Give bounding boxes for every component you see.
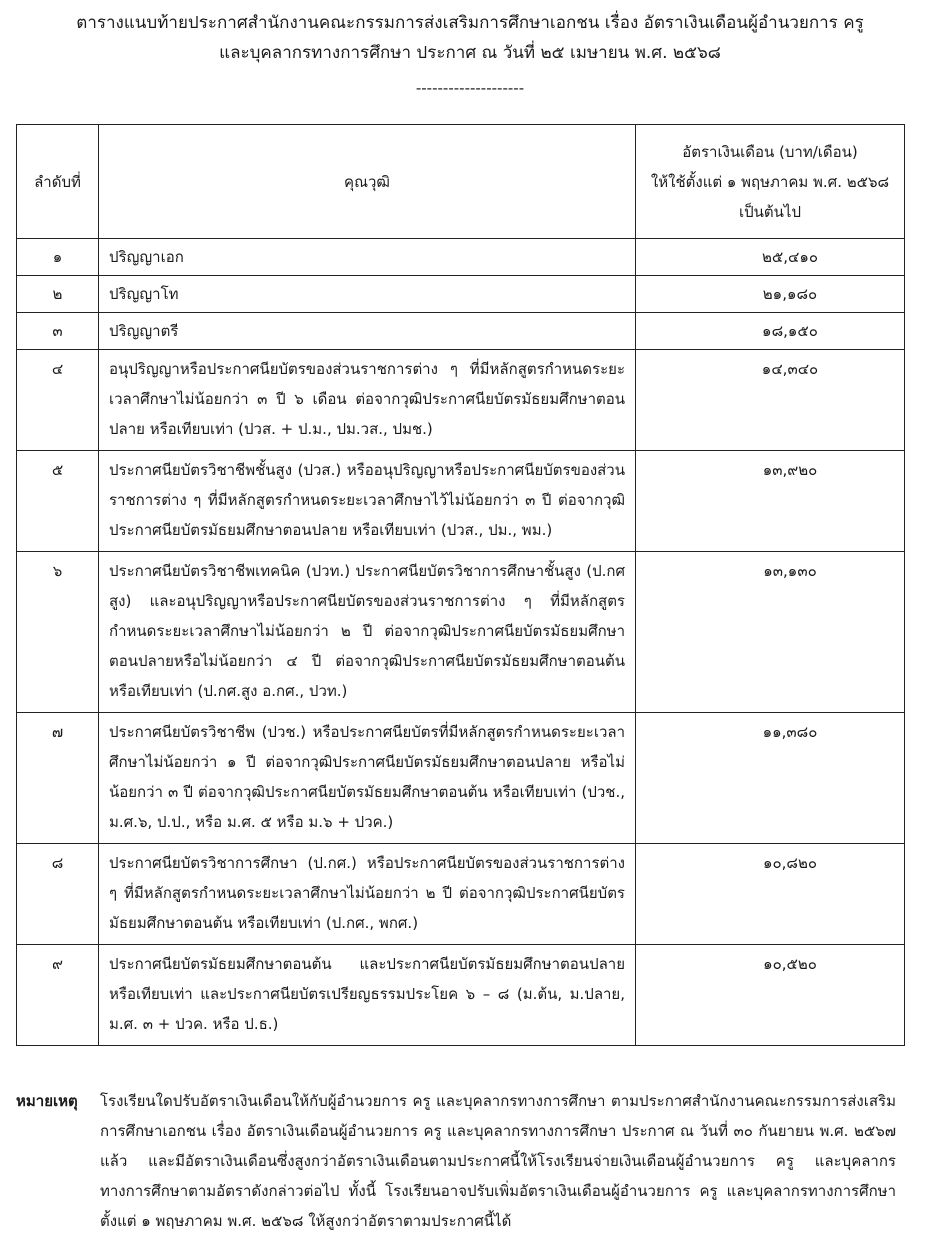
row-rate: ๑๑,๓๘๐	[636, 713, 905, 844]
header-rate-line-1: อัตราเงินเดือน (บาท/เดือน)	[682, 142, 858, 161]
note-text: โรงเรียนใดปรับอัตราเงินเดือนให้กับผู้อำนวยการ ครู และบุคลากรทางการศึกษา ตามประกาศสำนักงานคณะกรรมการส่งเสริมการศึกษาเอกชน เรื่อง อัตราเงินเดือนผู้อำนวยการ ครู และบุคลากรทางการศึกษา ประกาศ ณ วันที่ ๓๐ กันยายน พ.ศ. ๒๕๖๗ แล้ว และมีอัตราเงินเดือนซึ่งสูงกว่าอัตราเงินเดือนตามประกาศนี้ให้โรงเรียนจ่ายเงินเดือนผู้อำนวยการ ครู และบุคลากรทางการศึกษาตามอัตราดังกล่าวต่อไป ทั้งนี้ โรงเรียนอาจปรับเพิ่มอัตราเงินเดือนผู้อำนวยการ ครู และบุคลากรทางการศึกษาตั้งแต่ ๑ พฤษภาคม พ.ศ. ๒๕๖๘ ให้สูงกว่าอัตราตามประกาศนี้ได้	[100, 1092, 896, 1230]
row-no: ๑	[17, 239, 99, 276]
row-qualification: ประกาศนียบัตรวิชาชีพเทคนิค (ปวท.) ประกาศนียบัตรวิชาการศึกษาชั้นสูง (ป.กศ สูง) และอนุปริญญาหรือประกาศนียบัตรของส่วนราชการต่าง ๆ ที่มีหลักสูตรกำหนดระยะเวลาศึกษาไม่น้อยกว่า ๒ ปี ต่อจากวุฒิประกาศนียบัตรมัธยมศึกษาตอนปลายหรือไม่น้อยกว่า ๔ ปี ต่อจากวุฒิประกาศนียบัตรมัธยมศึกษาตอนต้น หรือเทียบเท่า (ป.กศ.สูง อ.กศ., ปวท.)	[99, 552, 636, 713]
note-label: หมายเหตุ	[16, 1092, 78, 1110]
header-qualification: คุณวุฒิ	[99, 125, 636, 239]
title-line-2: และบุคลากรทางการศึกษา ประกาศ ณ วันที่ ๒๕ เมษายน พ.ศ. ๒๕๖๘	[219, 43, 721, 63]
row-qualification: ปริญญาโท	[99, 276, 636, 313]
table-row	[17, 945, 905, 1046]
row-no: ๔	[17, 350, 99, 451]
row-no: ๗	[17, 713, 99, 844]
row-qualification: อนุปริญญาหรือประกาศนียบัตรของส่วนราชการต่าง ๆ ที่มีหลักสูตรกำหนดระยะเวลาศึกษาไม่น้อยกว่า ๓ ปี ๖ เดือน ต่อจากวุฒิประกาศนียบัตรมัธยมศึกษาตอนปลาย หรือเทียบเท่า (ปวส. + ป.ม., ปม.วส., ปมช.)	[99, 350, 636, 451]
row-qualification: ปริญญาตรี	[99, 313, 636, 350]
table-row	[17, 713, 905, 844]
row-rate: ๑๐,๕๒๐	[636, 945, 905, 1046]
row-no: ๕	[17, 451, 99, 552]
salary-table	[16, 124, 905, 1046]
header-rate-line-3: เป็นต้นไป	[739, 202, 801, 221]
row-qualification: ปริญญาเอก	[99, 239, 636, 276]
row-rate: ๑๔,๓๔๐	[636, 350, 905, 451]
row-rate: ๑๐,๘๒๐	[636, 844, 905, 945]
table-row	[17, 276, 905, 313]
table-row	[17, 239, 905, 276]
row-rate: ๒๑,๑๘๐	[636, 276, 905, 313]
row-no: ๓	[17, 313, 99, 350]
row-no: ๙	[17, 945, 99, 1046]
table-row	[17, 350, 905, 451]
row-no: ๘	[17, 844, 99, 945]
row-qualification: ประกาศนียบัตรมัธยมศึกษาตอนต้น และประกาศนียบัตรมัธยมศึกษาตอนปลาย หรือเทียบเท่า และประกาศนียบัตรเปรียญธรรมประโยค ๖ – ๘ (ม.ต้น, ม.ปลาย, ม.ศ. ๓ + ปวค. หรือ ป.ธ.)	[99, 945, 636, 1046]
header-rate-line-2: ให้ใช้ตั้งแต่ ๑ พฤษภาคม พ.ศ. ๒๕๖๘	[650, 172, 890, 191]
table-row	[17, 552, 905, 713]
header-no: ลำดับที่	[17, 125, 99, 239]
row-rate: ๑๓,๙๒๐	[636, 451, 905, 552]
document-title	[0, 8, 940, 68]
row-qualification: ประกาศนียบัตรวิชาชีพชั้นสูง (ปวส.) หรืออนุปริญญาหรือประกาศนียบัตรของส่วนราชการต่าง ๆ ที่มีหลักสูตรกำหนดระยะเวลาศึกษาไว้ไม่น้อยกว่า ๓ ปี ต่อจากวุฒิประกาศนียบัตรมัธยมศึกษาตอนปลาย หรือเทียบเท่า (ปวส., ปม., พม.)	[99, 451, 636, 552]
table-header-row	[17, 125, 905, 239]
table-row	[17, 313, 905, 350]
table-row	[17, 844, 905, 945]
row-qualification: ประกาศนียบัตรวิชาการศึกษา (ป.กศ.) หรือประกาศนียบัตรของส่วนราชการต่าง ๆ ที่มีหลักสูตรกำหนดระยะเวลาศึกษาไม่น้อยกว่า ๒ ปี ต่อจากวุฒิประกาศนียบัตรมัธยมศึกษาตอนต้น หรือเทียบเท่า (ป.กศ., พกศ.)	[99, 844, 636, 945]
row-no: ๖	[17, 552, 99, 713]
footnote	[16, 1086, 896, 1236]
row-rate: ๒๕,๔๑๐	[636, 239, 905, 276]
title-line-1: ตารางแนบท้ายประกาศสำนักงานคณะกรรมการส่งเสริมการศึกษาเอกชน เรื่อง อัตราเงินเดือนผู้อำนวยการ ครู	[76, 13, 864, 33]
row-no: ๒	[17, 276, 99, 313]
row-qualification: ประกาศนียบัตรวิชาชีพ (ปวช.) หรือประกาศนียบัตรที่มีหลักสูตรกำหนดระยะเวลาศึกษาไม่น้อยกว่า ๑ ปี ต่อจากวุฒิประกาศนียบัตรมัธยมศึกษาตอนปลาย หรือไม่น้อยกว่า ๓ ปี ต่อจากวุฒิประกาศนียบัตรมัธยมศึกษาตอนต้น หรือเทียบเท่า (ปวช., ม.ศ.๖, ป.ป., หรือ ม.ศ. ๕ หรือ ม.๖ + ปวค.)	[99, 713, 636, 844]
header-rate	[636, 125, 905, 239]
row-rate: ๑๘,๑๕๐	[636, 313, 905, 350]
table-row	[17, 451, 905, 552]
row-rate: ๑๓,๑๓๐	[636, 552, 905, 713]
title-separator: --------------------	[415, 79, 525, 97]
